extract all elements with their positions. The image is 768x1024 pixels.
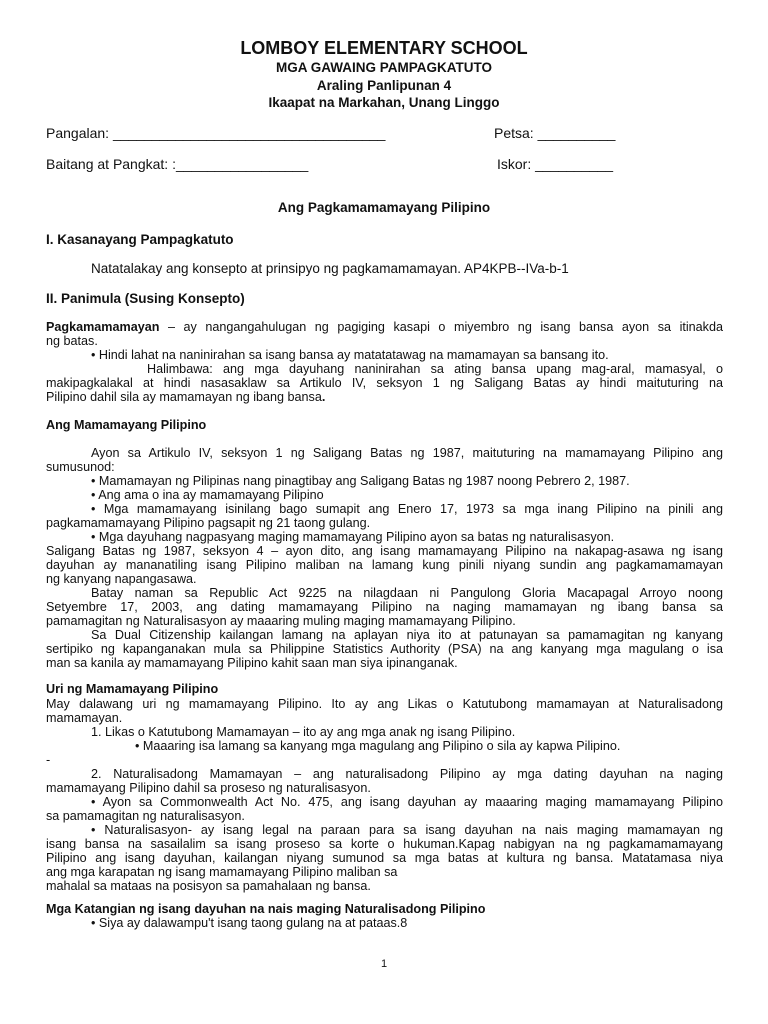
- body-line: • Mamamayan ng Pilipinas nang pinagtibay ang Saligang Batas ng 1987 noong Pebrero 2, 1987.: [91, 474, 630, 488]
- body-line: mamamayan.: [46, 711, 123, 725]
- body-line: ng kanyang napangasawa.: [46, 572, 197, 586]
- body-line: pagkamamamayang Pilipino pagsapit ng 21 taong gulang.: [46, 516, 371, 530]
- body-line: mahalal sa mataas na posisyon sa pamahalaan ng bansa.: [46, 879, 371, 893]
- example-line-3-period: .: [321, 390, 326, 404]
- body-line: • Ang ama o ina ay mamamayang Pilipino: [91, 488, 324, 502]
- body-line: sertipiko ng kapanganakan mula sa Philippine Statistics Authority (PSA) na ang kanyang mga magulang o isa: [46, 642, 723, 656]
- page-number: 1: [380, 958, 388, 970]
- section5-heading: Mga Katangian ng isang dayuhan na nais maging Naturalisadong Pilipino: [46, 902, 486, 916]
- body-line: • Maaaring isa lamang sa kanyang mga magulang ang Pilipino o sila ay kapwa Pilipino.: [135, 739, 621, 753]
- body-line: • Naturalisasyon- ay isang legal na paraan para sa isang dayuhan na nais maging mamamayan ng: [91, 823, 723, 837]
- body-line: • Ayon sa Commonwealth Act No. 475, ang isang dayuhan ay maaaring maging mamamayang Pilipino: [91, 795, 723, 809]
- body-line: dayuhan ay mananatiling isang Pilipino maliban na lamang kung pinili niyang sundin ang pagkamamamayan: [46, 558, 723, 572]
- definition-line-2: ng batas.: [46, 334, 98, 348]
- definition-text: – ay nangangahulugan ng pagiging kasapi o miyembro ng isang bansa ayon sa itinakda: [159, 320, 723, 334]
- body-line: Sa Dual Citizenship kailangan lamang na aplayan niya ito at patunayan sa pamamagitan ng kanyang: [91, 628, 723, 642]
- date-field: Petsa: __________: [494, 125, 616, 141]
- body-line: Pilipino ang isang dayuhan, kailangan niyang sumunod sa mga batas at kultura ng bansa. Matatamasa niya: [46, 851, 723, 865]
- example-line-3: [46, 390, 325, 404]
- body-line: -: [46, 753, 51, 767]
- score-field: Iskor: __________: [497, 156, 613, 172]
- body-line: man sa kanila ay mamamayang Pilipino kahit saan man siya ipinanganak.: [46, 656, 458, 670]
- body-line: May dalawang uri ng mamamayang Pilipino. Ito ay ang Likas o Katutubong mamamayan at Naturalisadong: [46, 697, 723, 711]
- body-line: sa pamamagitan ng naturalisasyon.: [46, 809, 245, 823]
- body-line: isang bansa na sasailalim sa isang proseso sa korte o hukuman.Kapag nabigyan na ng pagkamamamayang: [46, 837, 723, 851]
- body-line: 1. Likas o Katutubong Mamamayan – ito ay ang mga anak ng isang Pilipino.: [91, 725, 516, 739]
- body-line: Saligang Batas ng 1987, seksyon 4 – ayon dito, ang isang mamamayang Pilipino na nakapag-asawa ng isang: [46, 544, 723, 558]
- body-line: Setyembre 17, 2003, ang dating mamamayang Pilipino na naging mamamayan ng ibang bansa sa: [46, 600, 723, 614]
- body-line: sumusunod:: [46, 460, 115, 474]
- body-line: ang mga karapatan ng isang mamamayang Pilipino maliban sa: [46, 865, 398, 879]
- school-name: LOMBOY ELEMENTARY SCHOOL: [240, 38, 528, 58]
- body-line: • Siya ay dalawampu't isang taong gulang na at pataas.8: [91, 916, 408, 930]
- section-field: Baitang at Pangkat: :_________________: [46, 156, 309, 172]
- body-line: Ayon sa Artikulo IV, seksyon 1 ng Saligang Batas ng 1987, maituturing na mamamayang Pilipino ang: [91, 446, 723, 460]
- body-line: pamamagitan ng Naturalisasyon ay maaaring muling maging mamamayang Pilipino.: [46, 614, 516, 628]
- body-line: • Mga dayuhang nagpasyang maging mamamayang Pilipino ayon sa batas ng naturalisasyon.: [91, 530, 615, 544]
- definition-line-1: [46, 320, 723, 334]
- quarter-title: Ikaapat na Markahan, Unang Linggo: [268, 95, 500, 110]
- body-line: mamamayang Pilipino dahil sa proseso ng naturalisasyon.: [46, 781, 371, 795]
- definition-bullet: • Hindi lahat na naninirahan sa isang bansa ay matatatawag na mamamayan sa bansang ito.: [91, 348, 609, 362]
- subject-title: Araling Panlipunan 4: [316, 78, 452, 93]
- section2-heading: II. Panimula (Susing Konsepto): [46, 291, 245, 306]
- example-line-3-text: Pilipino dahil sila ay mamamayan ng ibang bansa: [46, 390, 322, 404]
- worksheet-subtitle: MGA GAWAING PAMPAGKATUTO: [276, 60, 492, 75]
- definition-term: Pagkamamamayan: [46, 320, 160, 334]
- lesson-title: Ang Pagkamamamayang Pilipino: [277, 200, 491, 215]
- section3-heading: Ang Mamamayang Pilipino: [46, 418, 207, 432]
- example-line-1: Halimbawa: ang mga dayuhang naninirahan sa ating bansa upang mag-aral, mamasyal, o: [147, 362, 723, 376]
- name-field: Pangalan: ___________________________________: [46, 125, 386, 141]
- body-line: Batay naman sa Republic Act 9225 na nilagdaan ni Pangulong Gloria Macapagal Arroyo noong: [91, 586, 723, 600]
- competency-text: Natatalakay ang konsepto at prinsipyo ng pagkamamamayan. AP4KPB--IVa-b-1: [91, 261, 569, 276]
- section4-heading: Uri ng Mamamayang Pilipino: [46, 682, 219, 696]
- body-line: 2. Naturalisadong Mamamayan – ang naturalisadong Pilipino ay mga dating dayuhan na naging: [91, 767, 723, 781]
- example-line-2: makipagkalakal at hindi nasasaklaw sa Artikulo IV, seksyon 1 ng Saligang Batas ay hindi maituturing na: [46, 376, 723, 390]
- body-line: • Mga mamamayang isinilang bago sumapit ang Enero 17, 1973 sa mga inang Pilipino na pinili ang: [91, 502, 723, 516]
- section1-heading: I. Kasanayang Pampagkatuto: [46, 232, 234, 247]
